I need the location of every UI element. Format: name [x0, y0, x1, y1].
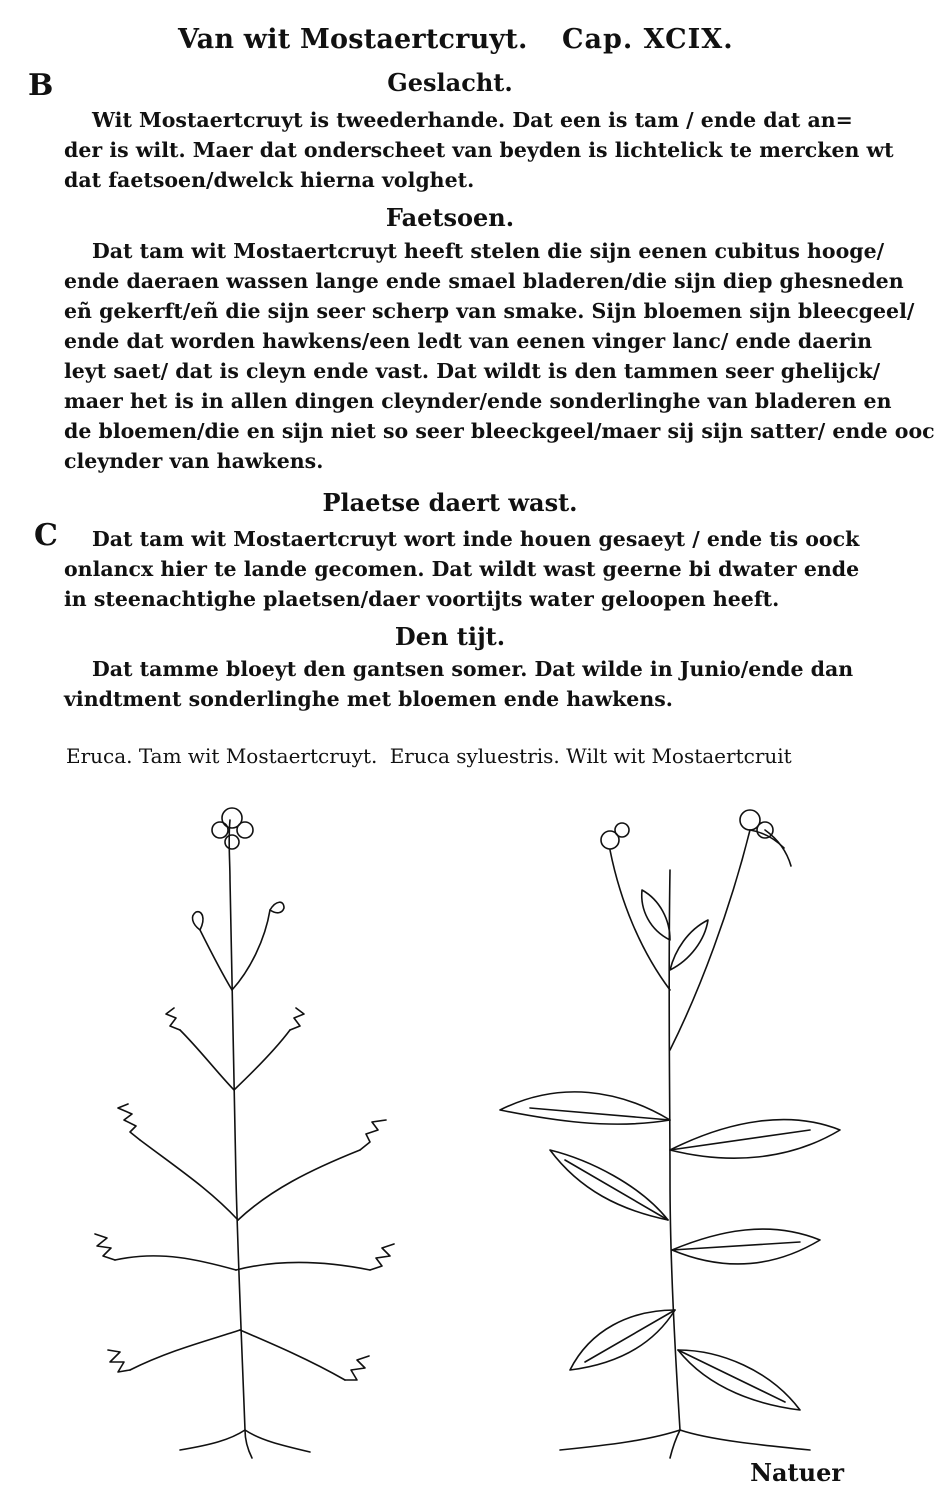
section-heading-den-tijt: Den tijt. [394, 622, 506, 651]
paragraph-faetsoen [64, 236, 935, 476]
text-line: der is wilt. Maer dat onderscheet van beyden is lichtelick te mercken wt [64, 138, 894, 162]
eruca-syluestris-plant-illustration [470, 790, 850, 1460]
section-heading-faetsoen: Faetsoen. [385, 203, 515, 232]
text-line: Wit Mostaertcruyt is tweederhande. Dat een is tam / ende dat an= [92, 108, 853, 132]
figure-captions [66, 744, 846, 774]
paragraph-plaetse [64, 524, 860, 614]
chapter-title: Van wit Mostaertcruyt. [178, 24, 528, 55]
text-line: cleynder van hawkens. [64, 449, 324, 473]
text-line: dat faetsoen/dwelck hierna volghet. [64, 168, 475, 192]
text-line: eñ gekerft/eñ die sijn seer scherp van smake. Sijn bloemen sijn bleecgeel/ [64, 299, 915, 323]
woodcut-illustrations [60, 790, 850, 1460]
text-line: de bloemen/die en sijn niet so seer bleeckgeel/maer sij sijn satter/ ende ooc [64, 419, 935, 443]
text-line: ende daeraen wassen lange ende smael bladeren/die sijn diep ghesneden [64, 269, 904, 293]
running-header [0, 18, 900, 62]
text-line: Dat tam wit Mostaertcruyt wort inde houen gesaeyt / ende tis oock [92, 527, 860, 551]
chapter-number: Cap. XCIX. [562, 24, 734, 55]
text-line: vindtment sonderlinghe met bloemen ende hawkens. [64, 687, 673, 711]
text-line: onlancx hier te lande gecomen. Dat wildt wast geerne bi dwater ende [64, 557, 860, 581]
text-line: leyt saet/ dat is cleyn ende vast. Dat wildt is den tammen seer ghelijck/ [64, 359, 881, 383]
text-line: ende dat worden hawkens/een ledt van eenen vinger lanc/ ende daerin [64, 329, 873, 353]
section-heading-geslacht: Geslacht. [387, 68, 513, 97]
paragraph-geslacht [64, 105, 894, 195]
text-line: in steenachtighe plaetsen/daer voortijts water geloopen heeft. [64, 587, 780, 611]
caption-eruca: Eruca. Tam wit Mostaertcruyt. [66, 744, 378, 768]
caption-eruca-syluestris: Eruca syluestris. Wilt wit Mostaertcruit [389, 744, 792, 768]
marginal-letter-b: B [28, 68, 54, 103]
text-line: Dat tamme bloeyt den gantsen somer. Dat wilde in Junio/ende dan [92, 657, 854, 681]
catchword: Natuer [750, 1458, 844, 1487]
text-line: Dat tam wit Mostaertcruyt heeft stelen die sijn eenen cubitus hooge/ [92, 239, 885, 263]
eruca-plant-illustration [60, 790, 420, 1460]
paragraph-den-tijt [64, 654, 854, 714]
marginal-letter-c: C [34, 518, 58, 553]
text-line: maer het is in allen dingen cleynder/ende sonderlinghe van bladeren en [64, 389, 892, 413]
section-heading-plaetse: Plaetse daert wast. [322, 488, 578, 517]
